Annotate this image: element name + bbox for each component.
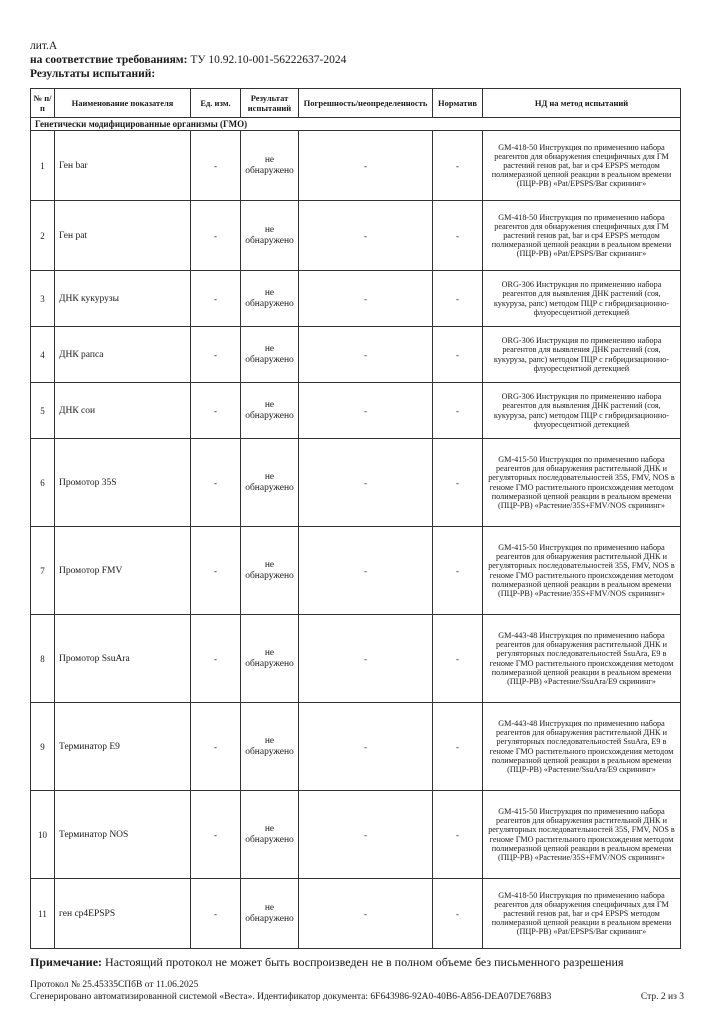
col-header-result: Результат испытаний [241, 89, 299, 118]
col-header-unit: Ед. изм. [191, 89, 241, 118]
requirements-label: на соответствие требованиям: [30, 54, 188, 66]
norm-value: - [433, 201, 483, 271]
result-value: не обнаружено [241, 131, 299, 201]
unit-value: - [191, 527, 241, 615]
method-value: ORG-306 Инструкция по применению набора реагентов для выявления ДНК растений (соя, кукуруза, рапс) методом ПЦР с гибридизационно-флуоресцентной детекцией [483, 327, 681, 383]
col-header-method: НД на метод испытаний [483, 89, 681, 118]
unit-value: - [191, 271, 241, 327]
table-row [31, 327, 681, 383]
error-value: - [299, 327, 433, 383]
result-value: не обнаружено [241, 527, 299, 615]
error-value: - [299, 703, 433, 791]
row-number: 2 [31, 201, 55, 271]
norm-value: - [433, 131, 483, 201]
error-value: - [299, 527, 433, 615]
table-header-row [31, 89, 681, 118]
error-value: - [299, 201, 433, 271]
method-value: GM-418-50 Инструкция по применению набора реагентов для обнаружения специфичных для ГМ растений генов pat, bar и cp4 EPSPS методом полимеразной цепной реакции в реальном времени (ПЦР-РВ) «Pat/EPSPS/Bar скрининг» [483, 201, 681, 271]
method-value: GM-415-50 Инструкция по применению набора реагентов для обнаружения растительной ДНК и регуляторных последовательностей 35S, FMV, NOS в геноме ГМО растительного происхождения методом полимеразной цепной реакции в реальном времени (ПЦР-РВ) «Растение/35S+FMV/NOS скрининг» [483, 791, 681, 879]
unit-value: - [191, 201, 241, 271]
error-value: - [299, 439, 433, 527]
row-number: 11 [31, 879, 55, 949]
note [30, 955, 624, 970]
method-value: GM-415-50 Инструкция по применению набора реагентов для обнаружения растительной ДНК и регуляторных последовательностей 35S, FMV, NOS в геноме ГМО растительного происхождения методом полимеразной цепной реакции в реальном времени (ПЦР-РВ) «Растение/35S+FMV/NOS скрининг» [483, 439, 681, 527]
unit-value: - [191, 439, 241, 527]
section-title: Генетически модифицированные организмы (ГМО) [31, 118, 681, 131]
unit-value: - [191, 615, 241, 703]
indicator-name: Терминатор NOS [55, 791, 191, 879]
unit-value: - [191, 327, 241, 383]
error-value: - [299, 131, 433, 201]
table-row [31, 383, 681, 439]
result-value: не обнаружено [241, 383, 299, 439]
col-header-error: Погрешность/неопределенность [299, 89, 433, 118]
error-value: - [299, 615, 433, 703]
row-number: 9 [31, 703, 55, 791]
indicator-name: Терминатор E9 [55, 703, 191, 791]
row-number: 3 [31, 271, 55, 327]
indicator-name: ген cp4EPSPS [55, 879, 191, 949]
indicator-name: ДНК кукурузы [55, 271, 191, 327]
unit-value: - [191, 131, 241, 201]
method-value: GM-415-50 Инструкция по применению набора реагентов для обнаружения растительной ДНК и регуляторных последовательностей 35S, FMV, NOS в геноме ГМО растительного происхождения методом полимеразной цепной реакции в реальном времени (ПЦР-РВ) «Растение/35S+FMV/NOS скрининг» [483, 527, 681, 615]
indicator-name: Промотор 35S [55, 439, 191, 527]
unit-value: - [191, 879, 241, 949]
requirements-value: ТУ 10.92.10-001-56222637-2024 [190, 54, 347, 66]
note-text: Настоящий протокол не может быть воспроизведен не в полном объеме без письменного разрешения [105, 955, 624, 969]
table-row [31, 131, 681, 201]
norm-value: - [433, 271, 483, 327]
unit-value: - [191, 703, 241, 791]
col-header-norm: Норматив [433, 89, 483, 118]
method-value: GM-418-50 Инструкция по применению набора реагентов для обнаружения специфичных для ГМ растений генов pat, bar и cp4 EPSPS методом полимеразной цепной реакции в реальном времени (ПЦР-РВ) «Pat/EPSPS/Bar скрининг» [483, 131, 681, 201]
indicator-name: Ген pat [55, 201, 191, 271]
protocol-number: Протокол № 25.45335СПбВ от 11.06.2025 [30, 980, 199, 990]
requirements-line [30, 53, 346, 67]
row-number: 8 [31, 615, 55, 703]
row-number: 4 [31, 327, 55, 383]
section-row [31, 118, 681, 131]
norm-value: - [433, 879, 483, 949]
method-value: GM-443-48 Инструкция по применению набора реагентов для обнаружения растительной ДНК и регуляторных последовательностей SsuAra, E9 в геноме ГМО растительного происхождения методом полимеразной цепной реакции в реальном времени (ПЦР-РВ) «Растение/SsuAra/E9 скрининг» [483, 615, 681, 703]
result-value: не обнаружено [241, 791, 299, 879]
note-label: Примечание: [30, 955, 103, 969]
indicator-name: ДНК сои [55, 383, 191, 439]
method-value: GM-443-48 Инструкция по применению набора реагентов для обнаружения растительной ДНК и регуляторных последовательностей SsuAra, E9 в геноме ГМО растительного происхождения методом полимеразной цепной реакции в реальном времени (ПЦР-РВ) «Растение/SsuAra/E9 скрининг» [483, 703, 681, 791]
norm-value: - [433, 327, 483, 383]
table-row [31, 439, 681, 527]
norm-value: - [433, 703, 483, 791]
result-value: не обнаружено [241, 439, 299, 527]
result-value: не обнаружено [241, 879, 299, 949]
error-value: - [299, 271, 433, 327]
norm-value: - [433, 383, 483, 439]
lit-label: лит.А [30, 40, 58, 52]
table-row [31, 615, 681, 703]
result-value: не обнаружено [241, 201, 299, 271]
page-number: Стр. 2 из 3 [640, 992, 684, 1002]
col-header-name: Наименование показателя [55, 89, 191, 118]
result-value: не обнаружено [241, 327, 299, 383]
table-row [31, 527, 681, 615]
unit-value: - [191, 791, 241, 879]
table-row [31, 703, 681, 791]
table-row [31, 791, 681, 879]
norm-value: - [433, 791, 483, 879]
error-value: - [299, 879, 433, 949]
table-row [31, 201, 681, 271]
row-number: 6 [31, 439, 55, 527]
indicator-name: Промотор SsuAra [55, 615, 191, 703]
table-row [31, 271, 681, 327]
norm-value: - [433, 527, 483, 615]
result-value: не обнаружено [241, 615, 299, 703]
col-header-num: № п/п [31, 89, 55, 118]
results-table [30, 88, 681, 949]
error-value: - [299, 791, 433, 879]
method-value: GM-418-50 Инструкция по применению набора реагентов для обнаружения специфичных для ГМ растений генов pat, bar и cp4 EPSPS методом полимеразной цепной реакции в реальном времени (ПЦР-РВ) «Pat/EPSPS/Bar скрининг» [483, 879, 681, 949]
row-number: 7 [31, 527, 55, 615]
norm-value: - [433, 439, 483, 527]
row-number: 1 [31, 131, 55, 201]
indicator-name: ДНК рапса [55, 327, 191, 383]
unit-value: - [191, 383, 241, 439]
method-value: ORG-306 Инструкция по применению набора реагентов для выявления ДНК растений (соя, кукуруза, рапс) методом ПЦР с гибридизационно-флуоресцентной детекцией [483, 383, 681, 439]
error-value: - [299, 383, 433, 439]
result-value: не обнаружено [241, 271, 299, 327]
indicator-name: Промотор FMV [55, 527, 191, 615]
generated-note: Сгенерировано автоматизированной системой «Веста». Идентификатор документа: 6F643986-92A0-40B6-A856-DEA07DE768B3 [30, 992, 552, 1002]
method-value: ORG-306 Инструкция по применению набора реагентов для выявления ДНК растений (соя, кукуруза, рапс) методом ПЦР с гибридизационно-флуоресцентной детекцией [483, 271, 681, 327]
norm-value: - [433, 615, 483, 703]
results-title: Результаты испытаний: [30, 68, 156, 80]
result-value: не обнаружено [241, 703, 299, 791]
indicator-name: Ген bar [55, 131, 191, 201]
row-number: 5 [31, 383, 55, 439]
row-number: 10 [31, 791, 55, 879]
table-row [31, 879, 681, 949]
